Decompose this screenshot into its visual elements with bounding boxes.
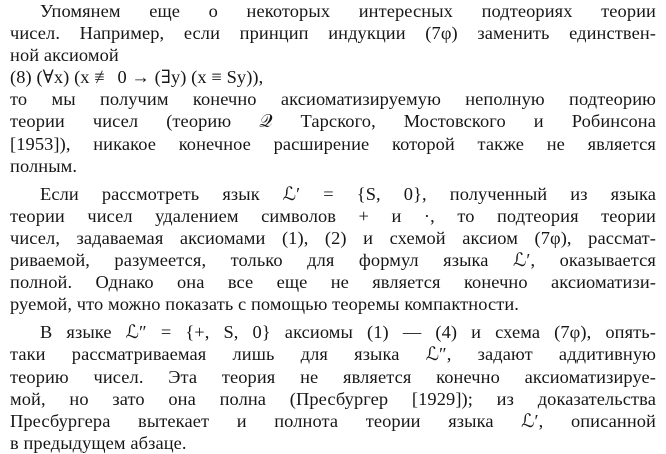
text-line: Если рассмотреть язык ℒ′ = {S, 0}, полученный из языка	[40, 183, 656, 204]
text-line: таки рассматриваемая лишь для языка ℒ″, задают аддитивную	[10, 344, 656, 365]
text-line: [1953]), никакое конечное расширение которой также не является	[10, 133, 656, 154]
text-line: полной. Однако она все еще не является конечно аксиоматизи-	[10, 272, 656, 293]
text-line: теорию чисел. Эта теория не является конечно аксиоматизируе-	[10, 366, 656, 387]
text-line: риваемой, разумеется, только для формул языка ℒ′, оказывается	[10, 250, 656, 271]
paragraph-language-l-prime	[10, 183, 656, 316]
text-line: полным.	[10, 155, 78, 176]
text-line: теории чисел удалением символов + и ·, то подтеория теории	[10, 205, 656, 226]
text-line: чисел. Например, если принцип индукции (7φ) заменить единствен-	[10, 23, 656, 44]
text-line: теории чисел (теорию 𝒬 Тарского, Мостовского и Робинсона	[10, 111, 656, 132]
text-line: Упомянем еще о некоторых интересных подтеориях теории	[40, 1, 656, 21]
text-line: В языке ℒ″ = {+, S, 0} аксиомы (1) — (4) и схема (7φ), опять-	[40, 322, 656, 343]
text-line: ной аксиомой	[10, 45, 119, 66]
text-line: в предыдущем абзаце.	[10, 432, 187, 453]
text-line: чисел, задаваемая аксиомами (1), (2) и схемой аксиом (7φ), рассмат-	[10, 227, 656, 248]
text-line: руемой, что можно показать с помощью теоремы компактности.	[10, 294, 519, 315]
text-line: Пресбургера вытекает и полнота теории языка ℒ′, описанной	[10, 410, 656, 431]
paragraph-additive-theory	[10, 321, 656, 454]
paragraph-subtheories	[10, 0, 656, 177]
text-line: мой, но зато она полна (Пресбургер [1929]); из доказательства	[10, 388, 656, 409]
axiom-8-formula: (8) (∀x) (x ≢ 0 → (∃y) (x ≡ Sy)),	[10, 67, 264, 88]
text-line: то мы получим конечно аксиоматизируемую неполную подтеорию	[10, 89, 656, 110]
